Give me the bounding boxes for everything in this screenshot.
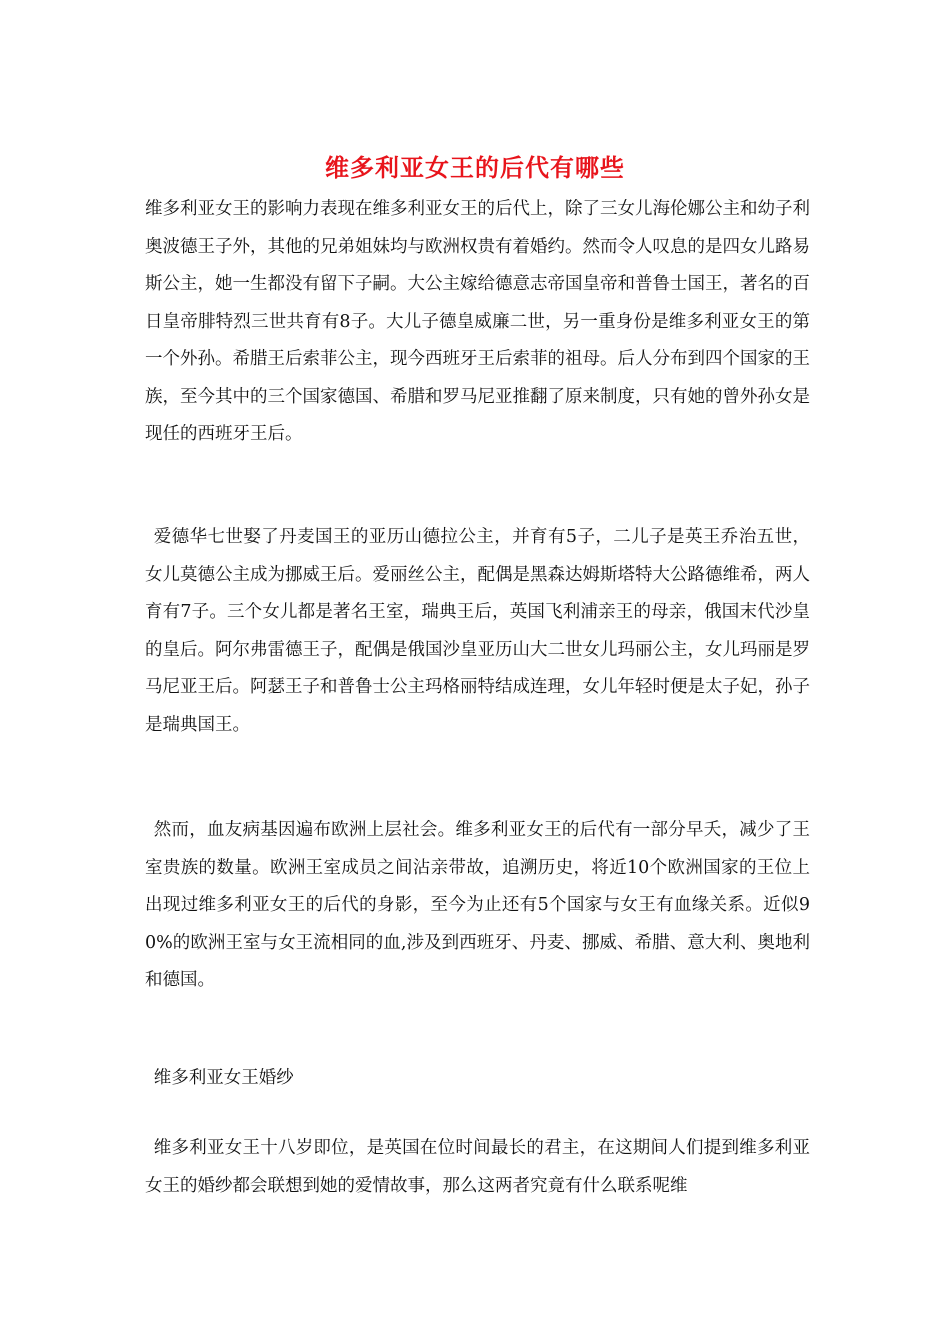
paragraph-descendants-overview: 维多利亚女王的影响力表现在维多利亚女王的后代上，除了三女儿海伦娜公主和幼子利奥波德王子外，其他的兄弟姐妹均与欧洲权贵有着婚约。然而令人叹息的是四女儿路易斯公主，她一生都没有留下子嗣。大公主嫁给德意志帝国皇帝和普鲁士国王，著名的百日皇帝腓特烈三世共育有8子。大儿子德皇威廉二世，另一重身份是维多利亚女王的第一个外孙。希腊王后索菲公主，现今西班牙王后索菲的祖母。后人分布到四个国家的王族，至今其中的三个国家德国、希腊和罗马尼亚推翻了原来制度，只有她的曾外孙女是现任的西班牙王后。 xyxy=(145,199,810,444)
paragraph-wedding-dress: 维多利亚女王十八岁即位，是英国在位时间最长的君主，在这期间人们提到维多利亚女王的婚纱都会联想到她的爱情故事，那么这两者究竟有什么联系呢维 xyxy=(145,1138,810,1196)
section-heading-wedding-dress: 维多利亚女王婚纱 xyxy=(153,1068,294,1088)
paragraph-hemophilia: 然而，血友病基因遍布欧洲上层社会。维多利亚女王的后代有一部分早夭，减少了王室贵族的数量。欧洲王室成员之间沾亲带故，追溯历史，将近10个欧洲国家的王位上出现过维多利亚女王的后代的身影，至今为止还有5个国家与女王有血缘关系。近似90%的欧洲王室与女王流相同的血,涉及到西班牙、丹麦、挪威、希腊、意大利、奥地利和德国。 xyxy=(145,820,810,990)
paragraph-royal-marriages: 爱德华七世娶了丹麦国王的亚历山德拉公主，并育有5子，二儿子是英王乔治五世，女儿莫德公主成为挪威王后。爱丽丝公主，配偶是黑森达姆斯塔特大公路德维希，两人育有7子。三个女儿都是著名王室，瑞典王后，英国飞利浦亲王的母亲，俄国末代沙皇的皇后。阿尔弗雷德王子，配偶是俄国沙皇亚历山大二世女儿玛丽公主，女儿玛丽是罗马尼亚王后。阿瑟王子和普鲁士公主玛格丽特结成连理，女儿年轻时便是太子妃，孙子是瑞典国王。 xyxy=(145,527,810,735)
document-title: 维多利亚女王的后代有哪些 xyxy=(325,154,625,182)
